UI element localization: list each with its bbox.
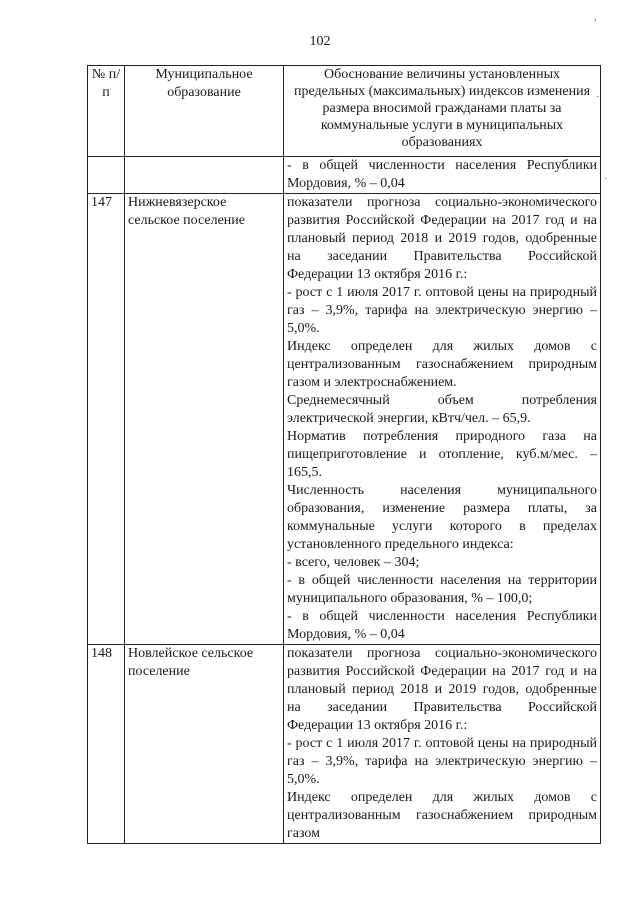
scan-artifact-mark: , <box>594 12 597 23</box>
scan-artifact-mark: · <box>604 174 608 185</box>
paragraph: Индекс определен для жилых домов с централизованным газоснабжением природным газом <box>287 790 597 841</box>
header-number: № п/п <box>88 66 125 157</box>
paragraph: Численность населения муниципального образования, изменение размера платы, за коммунальные услуги которого в пределах установленного предельного индекса: <box>287 483 597 552</box>
paragraph: Норматив потребления природного газа на пищеприготовление и отопление, куб.м/мес. – 165,5. <box>287 429 597 480</box>
cell-empty-number <box>88 157 125 194</box>
text-line: - в общей численности населения Республики Мордовия, % – 0,04 <box>287 158 597 191</box>
row-number: 148 <box>88 645 125 844</box>
table-row-continuation <box>88 157 601 194</box>
scan-artifact-mark: · <box>596 92 600 103</box>
row-justification <box>284 645 601 844</box>
cell-empty-municipality <box>125 157 284 194</box>
cell-continuation-text <box>284 157 601 194</box>
row-number: 147 <box>88 194 125 645</box>
page-number: 102 <box>309 34 331 49</box>
paragraph: Индекс определен для жилых домов с централизованным газоснабжением природным газом и электроснабжением. <box>287 339 597 390</box>
paragraph: показатели прогноза социально-экономического развития Российской Федерации на 2017 год и на плановый период 2018 и 2019 годов, одобренные на заседании Правительства Российской Федерации 13 октября 2016 г.: <box>287 195 597 282</box>
row-justification <box>284 194 601 645</box>
table-row <box>88 645 601 844</box>
justification-table <box>87 65 601 844</box>
paragraph: - рост с 1 июля 2017 г. оптовой цены на природный газ – 3,9%, тарифа на электрическую энергию – 5,0%. <box>287 736 597 787</box>
table-header-row <box>88 66 601 157</box>
table-row <box>88 194 601 645</box>
paragraph: показатели прогноза социально-экономического развития Российской Федерации на 2017 год и на плановый период 2018 и 2019 годов, одобренные на заседании Правительства Российской Федерации 13 октября 2016 г.: <box>287 646 597 733</box>
row-municipality: Новлейское сельское поселение <box>125 645 284 844</box>
paragraph: - всего, человек – 304; <box>287 555 420 570</box>
header-municipality: Муниципальное образование <box>125 66 284 157</box>
paragraph: Среднемесячный объем потребления электрической энергии, кВтч/чел. – 65,9. <box>287 393 597 426</box>
header-justification: Обоснование величины установленных предельных (максимальных) индексов изменения размера вносимой гражданами платы за коммунальные услуги в муниципальных образованиях <box>284 66 601 157</box>
paragraph: - в общей численности населения Республики Мордовия, % – 0,04 <box>287 609 597 642</box>
row-municipality: Нижневязерское сельское поселение <box>125 194 284 645</box>
paragraph: - в общей численности населения на территории муниципального образования, % – 100,0; <box>287 573 597 606</box>
paragraph: - рост с 1 июля 2017 г. оптовой цены на природный газ – 3,9%, тарифа на электрическую энергию – 5,0%. <box>287 285 597 336</box>
